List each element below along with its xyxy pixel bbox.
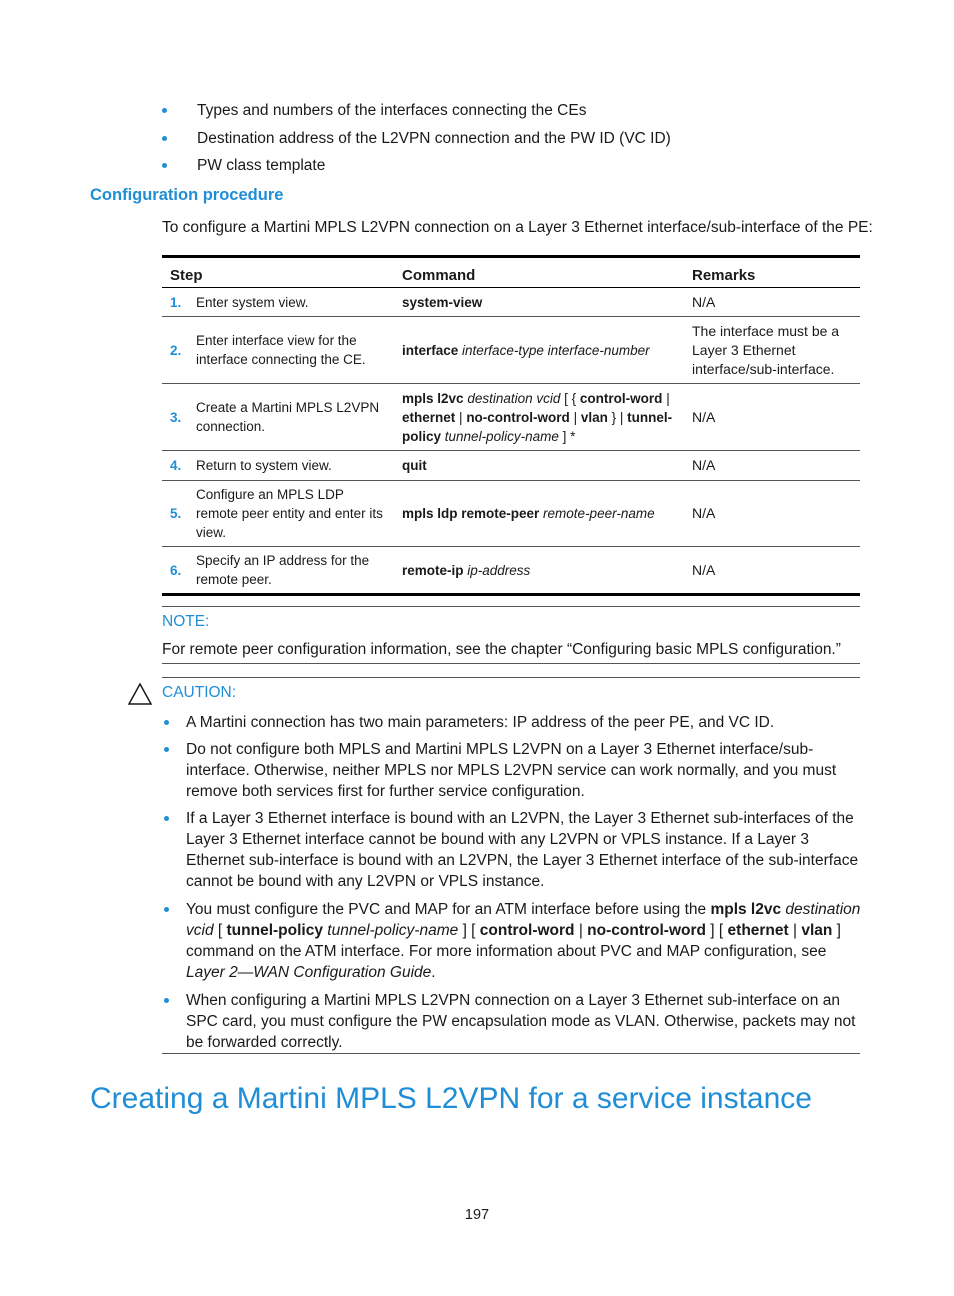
procedure-table [162, 255, 860, 596]
step-command: mpls l2vc destination vcid [ { control-word | ethernet | no-control-word | vlan } | tunnel-policy tunnel-policy-name ] * [394, 384, 684, 451]
list-item: When configuring a Martini MPLS L2VPN connection on a Layer 3 Ethernet sub-interface on an SPC card, you must configure the PW encapsulation mode as VLAN. Otherwise, packets may not be forwarded correctly. [162, 990, 862, 1053]
intro-text: To configure a Martini MPLS L2VPN connection on a Layer 3 Ethernet interface/sub-interface of the PE: [162, 219, 873, 236]
step-command: interface interface-type interface-number [394, 317, 684, 384]
table-row [162, 317, 860, 384]
list-item: Destination address of the L2VPN connection and the PW ID (VC ID) [162, 125, 862, 153]
bullet-icon [164, 816, 169, 821]
note-text: For remote peer configuration information, see the chapter “Configuring basic MPLS configuration.” [162, 641, 841, 658]
step-command: quit [394, 451, 684, 481]
step-number: 6. [162, 547, 188, 595]
list-item: You must configure the PVC and MAP for an ATM interface before using the mpls l2vc destination vcid [ tunnel-policy tunnel-policy-name ] [ control-word | no-control-word ] [ ethernet | vlan ] command on the ATM interface. For more information about PVC and MAP configuration, see Layer 2—WAN Configuration Guide. [162, 899, 862, 983]
list-item: Do not configure both MPLS and Martini MPLS L2VPN on a Layer 3 Ethernet interface/sub-interface. Otherwise, neither MPLS nor MPLS L2VPN service can work normally, and you must remove both services first for further service configuration. [162, 739, 862, 802]
caution-label: CAUTION: [162, 684, 237, 701]
chapter-heading: Creating a Martini MPLS L2VPN for a service instance [90, 1082, 812, 1115]
bullet-icon [162, 163, 167, 168]
table-header-row [162, 257, 860, 288]
table-row [162, 451, 860, 481]
step-remarks: N/A [684, 451, 860, 481]
header-remarks: Remarks [684, 257, 860, 288]
step-remarks: The interface must be a Layer 3 Ethernet interface/sub-interface. [684, 317, 860, 384]
header-step: Step [162, 257, 394, 288]
list-item: Types and numbers of the interfaces connecting the CEs [162, 97, 862, 125]
caution-divider-bottom [162, 1053, 860, 1054]
step-remarks: N/A [684, 288, 860, 317]
header-command: Command [394, 257, 684, 288]
caution-triangle-icon [128, 683, 152, 705]
step-number: 5. [162, 481, 188, 547]
list-item: If a Layer 3 Ethernet interface is bound with an L2VPN, the Layer 3 Ethernet sub-interfaces of the Layer 3 Ethernet interface cannot be bound with any L2VPN or VPLS instance. If a Layer 3 Ethernet sub-interface is bound with an L2VPN, the Layer 3 Ethernet interface of the sub-interface cannot be bound with any L2VPN or VPLS instance. [162, 808, 862, 892]
table-row [162, 481, 860, 547]
table-row [162, 288, 860, 317]
step-description: Configure an MPLS LDP remote peer entity and enter its view. [188, 481, 394, 547]
bullet-icon [162, 136, 167, 141]
bullet-icon [164, 998, 169, 1003]
step-command: remote-ip ip-address [394, 547, 684, 595]
step-number: 2. [162, 317, 188, 384]
section-heading: Configuration procedure [90, 186, 284, 204]
step-remarks: N/A [684, 384, 860, 451]
list-item: PW class template [162, 152, 862, 180]
step-description: Specify an IP address for the remote peer. [188, 547, 394, 595]
bullet-icon [164, 747, 169, 752]
step-command: mpls ldp remote-peer remote-peer-name [394, 481, 684, 547]
bullet-icon [162, 108, 167, 113]
step-number: 1. [162, 288, 188, 317]
note-label: NOTE: [162, 613, 210, 630]
step-description: Return to system view. [188, 451, 394, 481]
table-row [162, 384, 860, 451]
requirements-list [162, 97, 862, 180]
step-description: Enter interface view for the interface connecting the CE. [188, 317, 394, 384]
bullet-icon [164, 720, 169, 725]
step-remarks: N/A [684, 547, 860, 595]
list-item: A Martini connection has two main parameters: IP address of the peer PE, and VC ID. [162, 712, 862, 733]
caution-divider-top [162, 677, 860, 678]
page-number: 197 [464, 1207, 490, 1223]
step-number: 3. [162, 384, 188, 451]
step-description: Enter system view. [188, 288, 394, 317]
step-description: Create a Martini MPLS L2VPN connection. [188, 384, 394, 451]
step-number: 4. [162, 451, 188, 481]
table-row [162, 547, 860, 595]
step-command: system-view [394, 288, 684, 317]
bullet-icon [164, 907, 169, 912]
caution-list [162, 712, 862, 1053]
step-remarks: N/A [684, 481, 860, 547]
